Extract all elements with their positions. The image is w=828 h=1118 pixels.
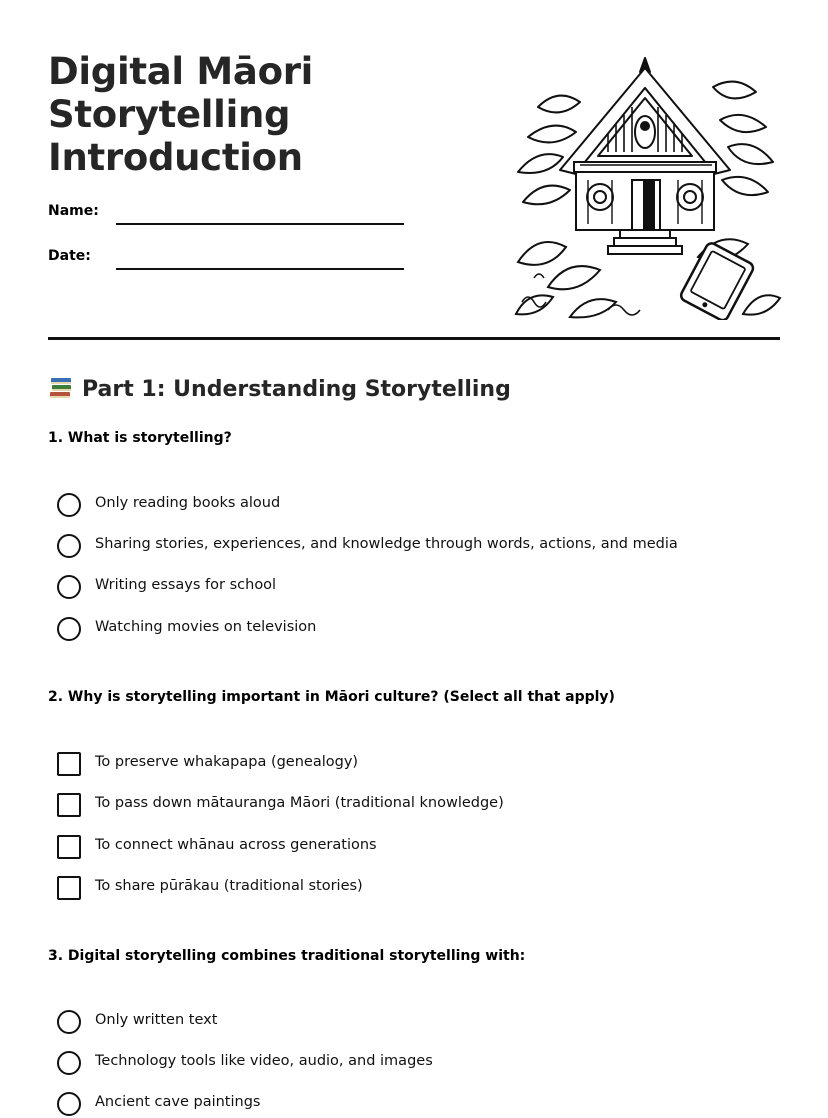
radio-button[interactable]	[57, 1092, 81, 1116]
date-line[interactable]	[116, 268, 404, 270]
option-label: To preserve whakapapa (genealogy)	[95, 754, 359, 770]
section-heading-text: Part 1: Understanding Storytelling	[82, 377, 511, 402]
radio-button[interactable]	[57, 1010, 81, 1034]
radio-button[interactable]	[57, 1051, 81, 1075]
option-label: Only written text	[95, 1012, 218, 1028]
option-label: Writing essays for school	[95, 577, 277, 593]
option-label: Technology tools like video, audio, and images	[95, 1053, 433, 1069]
checkbox[interactable]	[57, 793, 81, 817]
worksheet-title	[48, 50, 468, 179]
radio-button[interactable]	[57, 534, 81, 558]
wharenui-illustration	[508, 52, 783, 320]
option-label: To share pūrākau (traditional stories)	[95, 878, 363, 894]
checkbox[interactable]	[57, 752, 81, 776]
option-label: Sharing stories, experiences, and knowledge through words, actions, and media	[95, 536, 678, 552]
option-label: Ancient cave paintings	[95, 1094, 261, 1110]
option-label: To pass down mātauranga Māori (traditional knowledge)	[95, 795, 504, 811]
name-label: Name:	[48, 203, 99, 219]
books-icon	[48, 374, 74, 400]
radio-button[interactable]	[57, 617, 81, 641]
title-line-2: Storytelling	[48, 93, 291, 136]
question-2: 2. Why is storytelling important in Māori culture? (Select all that apply)	[48, 689, 615, 705]
radio-button[interactable]	[57, 493, 81, 517]
question-1: 1. What is storytelling?	[48, 430, 232, 446]
section-heading	[48, 374, 511, 404]
header-divider	[48, 337, 780, 340]
title-line-3: Introduction	[48, 136, 303, 179]
question-3: 3. Digital storytelling combines traditional storytelling with:	[48, 948, 526, 964]
option-label: To connect whānau across generations	[95, 837, 377, 853]
checkbox[interactable]	[57, 876, 81, 900]
radio-button[interactable]	[57, 575, 81, 599]
option-label: Only reading books aloud	[95, 495, 281, 511]
option-label: Watching movies on television	[95, 619, 317, 635]
title-line-1: Digital Māori	[48, 50, 314, 93]
checkbox[interactable]	[57, 835, 81, 859]
date-label: Date:	[48, 248, 91, 264]
name-line[interactable]	[116, 223, 404, 225]
